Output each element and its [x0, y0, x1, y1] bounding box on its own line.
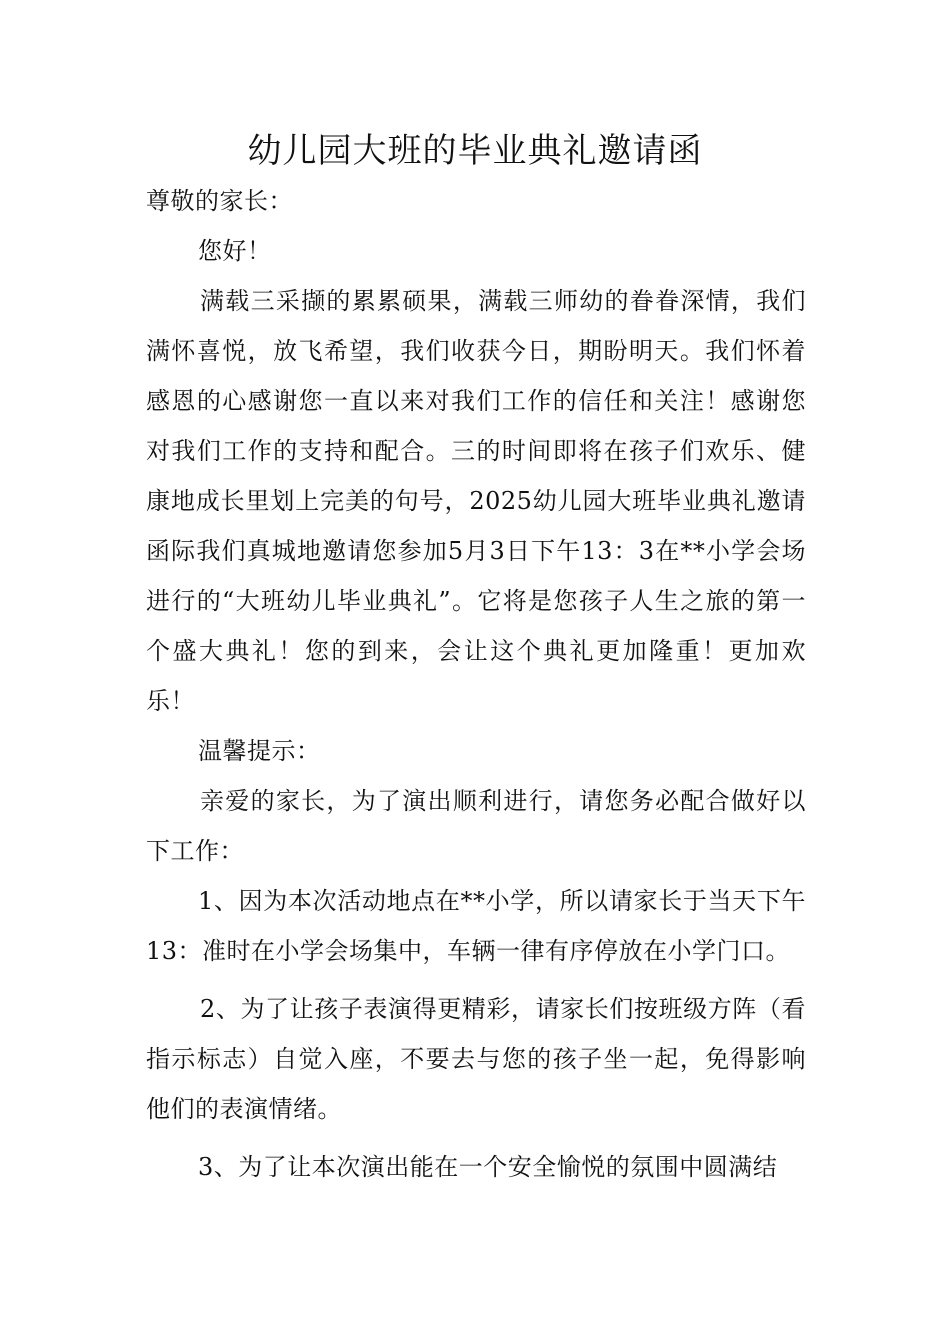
- tip-item-1: 1、因为本次活动地点在**小学，所以请家长于当天下午13：准时在小学会场集中，车辆一律有序停放在小学门口。: [146, 887, 806, 965]
- tips-heading: 温馨提示：: [198, 737, 321, 765]
- document-body: [146, 176, 806, 1192]
- salutation: 尊敬的家长：: [146, 187, 293, 215]
- tip-item-2: 2、为了让孩子表演得更精彩，请家长们按班级方阵（看指示标志）自觉入座，不要去与您的孩子坐一起，免得影响他们的表演情绪。: [146, 995, 806, 1123]
- tip-item-3: 3、为了让本次演出能在一个安全愉悦的氛围中圆满结: [198, 1153, 778, 1181]
- greeting: 您好！: [198, 237, 272, 265]
- intro-paragraph: 满载三采撷的累累硕果，满载三师幼的眷眷深情，我们满怀喜悦，放飞希望，我们收获今日，期盼明天。我们怀着感恩的心感谢您一直以来对我们工作的信任和关注！感谢您对我们工作的支持和配合。三的时间即将在孩子们欢乐、健康地成长里划上完美的句号，2025幼儿园大班毕业典礼邀请函际我们真城地邀请您参加5月3日下午13：3在**小学会场进行的“大班幼儿毕业典礼”。它将是您孩子人生之旅的第一个盛大典礼！您的到来，会让这个典礼更加隆重！更加欢乐！: [146, 287, 806, 715]
- document-title: 幼儿园大班的毕业典礼邀请函: [247, 131, 703, 171]
- tips-intro: 亲爱的家长，为了演出顺利进行，请您务必配合做好以下工作：: [146, 787, 806, 865]
